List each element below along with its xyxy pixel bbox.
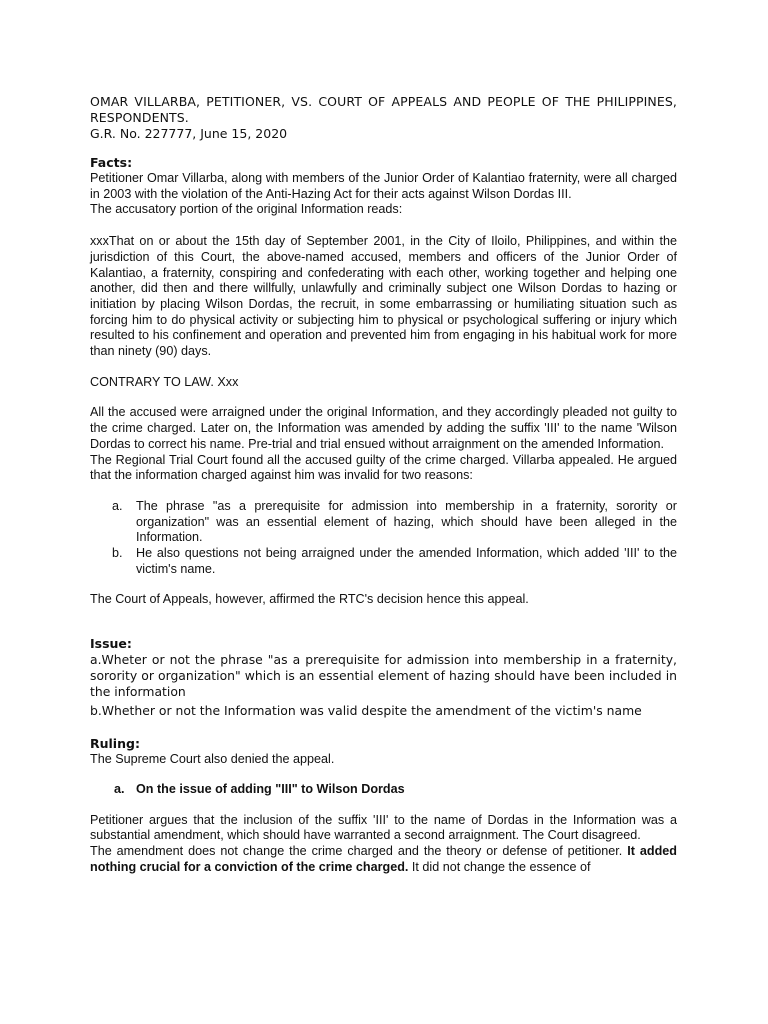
- subheading-marker: a.: [114, 781, 125, 796]
- list-marker: b.: [112, 546, 123, 561]
- case-gr-number: G.R. No. 227777, June 15, 2020: [90, 126, 288, 141]
- subheading-text: On the issue of adding "III" to Wilson Dordas: [136, 781, 405, 796]
- facts-paragraph-2: The accusatory portion of the original Information reads:: [90, 202, 403, 217]
- list-item: [112, 498, 677, 546]
- ruling-subheading: [114, 781, 677, 797]
- reasons-list: [90, 499, 677, 578]
- ruling-paragraph-1: The Supreme Court also denied the appeal.: [90, 751, 335, 766]
- issue-item-b: b.Whether or not the Information was valid despite the amendment of the victim's name: [90, 703, 642, 719]
- information-quote: xxxThat on or about the 15th day of September 2001, in the City of Iloilo, Philippines, and within the jurisdiction of this Court, the above-named accused, members and officers of the Junior Order of Kalantiao, a fraternity, conspiring and confederating with each other, working together and helping one another, did then and there willfully, unlawfully and criminally subject one Wilson Dordas to hazing or initiation by placing Wilson Dordas, the recruit, in some embarrassing or humiliating situation such as forcing him to do physical activity or subjecting him to physical or psychological suffering or injury which resulted to his confinement and operation and prevented him from engaging in his habitual work for more than ninety (90) days.: [90, 234, 677, 359]
- ruling-paragraph-3-end: It did not change the essence of: [408, 859, 591, 874]
- facts-paragraph-4: The Regional Trial Court found all the accused guilty of the crime charged. Villarba appealed. He argued that the information charged against him was invalid for two reasons:: [90, 452, 677, 483]
- ruling-paragraph-3: [90, 844, 677, 875]
- ruling-label: Ruling:: [90, 735, 140, 751]
- contrary-to-law: CONTRARY TO LAW. Xxx: [90, 374, 239, 389]
- list-marker: a.: [112, 498, 123, 513]
- list-item-text: The phrase "as a prerequisite for admission into membership in a fraternity, sorority or organization" was an essential element of hazing, which should have been alleged in the Information.: [136, 498, 677, 545]
- document-body: [90, 94, 677, 876]
- list-item-text: He also questions not being arraigned under the amended Information, which added 'III' to the victim's name.: [136, 546, 677, 576]
- case-title: OMAR VILLARBA, PETITIONER, VS. COURT OF APPEALS AND PEOPLE OF THE PHILIPPINES, RESPONDENTS.: [90, 94, 677, 125]
- facts-paragraph-5: The Court of Appeals, however, affirmed the RTC's decision hence this appeal.: [90, 592, 529, 607]
- facts-label: Facts:: [90, 155, 133, 170]
- list-item: [112, 546, 677, 577]
- ruling-paragraph-3-start: The amendment does not change the crime charged and the theory or defense of petitioner.: [90, 844, 628, 859]
- ruling-paragraph-2: Petitioner argues that the inclusion of the suffix 'III' to the name of Dordas in the Information was a substantial amendment, which should have warranted a second arraignment. The Court disagreed.: [90, 812, 677, 843]
- issue-label: Issue:: [90, 636, 132, 652]
- facts-paragraph-3: All the accused were arraigned under the original Information, and they accordingly pleaded not guilty to the crime charged. Later on, the Information was amended by adding the suffix 'III' to the name 'Wilson Dordas to correct his name. Pre-trial and trial ensued without arraignment on the amended Information.: [90, 405, 677, 451]
- ruling-paragraph-3-bold: It added nothing crucial for a conviction of the crime charged.: [90, 844, 677, 874]
- issue-item-a: a.Wheter or not the phrase "as a prerequisite for admission into membership in a fraternity, sorority or organization" which is an essential element of hazing should have been included in the information: [90, 652, 677, 699]
- facts-paragraph-1: Petitioner Omar Villarba, along with members of the Junior Order of Kalantiao fraternity, were all charged in 2003 with the violation of the Anti-Hazing Act for their acts against Wilson Dordas III.: [90, 171, 677, 201]
